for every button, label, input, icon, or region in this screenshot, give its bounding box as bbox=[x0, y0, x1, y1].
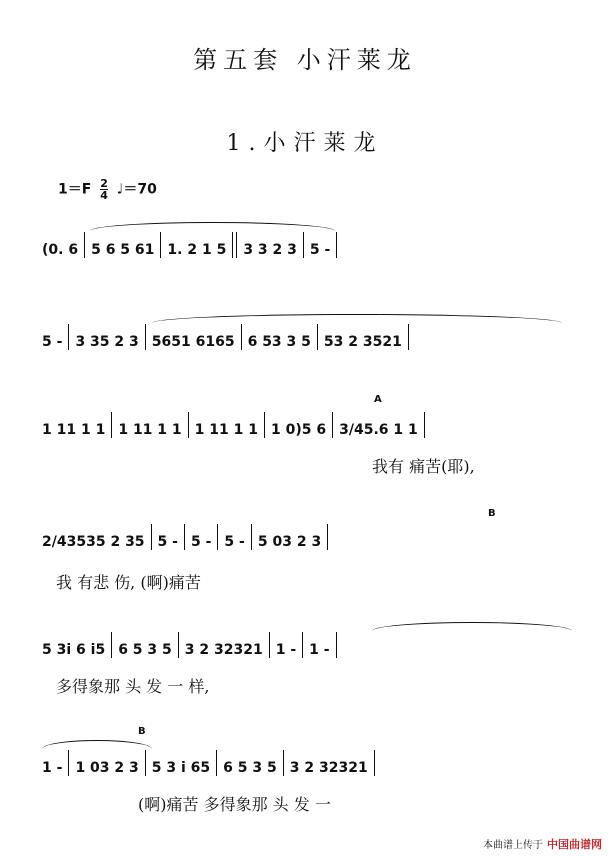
measure: 3 2 32321 bbox=[184, 642, 263, 658]
measure: (0. 6 bbox=[42, 242, 79, 258]
key-tempo bbox=[58, 178, 157, 201]
measure: 5 6 5 61 bbox=[91, 242, 155, 258]
watermark-brand: 中国曲谱网 bbox=[547, 838, 602, 851]
time-signature-change: 2/4 bbox=[42, 534, 67, 550]
phrase-slur bbox=[42, 740, 152, 749]
barline bbox=[217, 524, 218, 550]
measure: 3 2 32321 bbox=[289, 760, 368, 776]
measure: 1 0) bbox=[270, 422, 302, 438]
barline bbox=[283, 750, 284, 776]
time-signature: $\frac{2}{4}$ bbox=[100, 177, 108, 202]
staff-line-1 bbox=[42, 228, 582, 258]
measure: 1 11 1 1 bbox=[194, 422, 258, 438]
barline bbox=[151, 524, 152, 550]
staff-line-3 bbox=[42, 394, 582, 476]
measure: 5 3 i 65 bbox=[151, 760, 211, 776]
key-signature: 1＝F bbox=[58, 181, 92, 198]
barline bbox=[374, 750, 375, 776]
barline bbox=[241, 324, 242, 350]
phrase-slur bbox=[152, 314, 562, 323]
measure: 6 5 3 5 bbox=[118, 642, 172, 658]
lyrics-line: (啊)痛苦 多得象那 头 发 一 bbox=[138, 795, 331, 814]
measure: 3535 2 35 bbox=[66, 534, 145, 550]
barline bbox=[332, 412, 333, 438]
barline bbox=[303, 232, 304, 258]
rehearsal-mark: A bbox=[374, 394, 382, 405]
barline bbox=[317, 324, 318, 350]
measure: 1 - bbox=[42, 760, 63, 776]
page-title: 第五套 小汗莱龙 bbox=[193, 46, 417, 74]
staff-line-6 bbox=[42, 726, 582, 814]
barline bbox=[269, 632, 270, 658]
barline bbox=[408, 324, 409, 350]
barline bbox=[111, 412, 112, 438]
barline bbox=[264, 412, 265, 438]
lyrics-line: 我有 痛苦(耶), bbox=[372, 457, 475, 476]
song-title: 1.小汗莱龙 bbox=[226, 131, 384, 156]
staff-line-2 bbox=[42, 320, 582, 350]
barline bbox=[178, 632, 179, 658]
barline bbox=[111, 632, 112, 658]
measure: 5 - bbox=[42, 334, 63, 350]
barline bbox=[327, 524, 328, 550]
measure: 5 - bbox=[157, 534, 178, 550]
measure: 53 2 3521 bbox=[323, 334, 402, 350]
measure: 3 35 2 3 bbox=[75, 334, 139, 350]
measure: 5 6 bbox=[301, 422, 327, 438]
barline bbox=[145, 750, 146, 776]
barline bbox=[302, 632, 303, 658]
measure: 6 5 3 5 bbox=[223, 760, 277, 776]
measure: 5 - bbox=[224, 534, 245, 550]
barline bbox=[160, 232, 161, 258]
measure: 5 03 2 3 bbox=[257, 534, 322, 550]
staff-line-4 bbox=[42, 508, 582, 592]
measure: 6 53 3 5 bbox=[247, 334, 311, 350]
measure: 1. 2 1 5 bbox=[167, 242, 227, 258]
measure: 1 03 2 3 bbox=[75, 760, 139, 776]
phrase-slur bbox=[372, 622, 572, 631]
barline bbox=[424, 412, 425, 438]
lyrics-line: 多得象那 头 发 一 样, bbox=[56, 677, 210, 696]
barline bbox=[251, 524, 252, 550]
measure: 1 11 1 1 bbox=[118, 422, 182, 438]
phrase-slur bbox=[90, 222, 335, 231]
lyrics-line: 我 有悲 伤, (啊)痛苦 bbox=[56, 573, 201, 592]
measure: 5651 6165 bbox=[151, 334, 235, 350]
barline bbox=[84, 232, 85, 258]
barline bbox=[188, 412, 189, 438]
measure: 1 - bbox=[309, 642, 330, 658]
time-signature-change: 3/4 bbox=[339, 422, 364, 438]
barline bbox=[216, 750, 217, 776]
barline bbox=[145, 324, 146, 350]
barline bbox=[232, 232, 237, 258]
staff-line-5 bbox=[42, 628, 582, 696]
measure: 5 3i 6 i5 bbox=[42, 642, 106, 658]
measure: 5 - bbox=[190, 534, 212, 550]
watermark bbox=[483, 836, 602, 852]
measure: 1 - bbox=[275, 642, 297, 658]
rehearsal-mark: B bbox=[138, 726, 146, 737]
barline bbox=[68, 750, 69, 776]
measure: 3 3 2 3 bbox=[243, 242, 297, 258]
barline bbox=[68, 324, 69, 350]
watermark-text: 本曲谱上传于 bbox=[483, 840, 543, 851]
rehearsal-mark: B bbox=[488, 508, 496, 519]
barline bbox=[184, 524, 185, 550]
measure: 1 11 1 1 bbox=[42, 422, 106, 438]
barline bbox=[336, 232, 337, 258]
tempo-marking: ♩＝70 bbox=[116, 181, 157, 198]
measure: 5.6 1 1 bbox=[363, 422, 418, 438]
measure: 5 - bbox=[309, 242, 331, 258]
barline bbox=[336, 632, 337, 658]
